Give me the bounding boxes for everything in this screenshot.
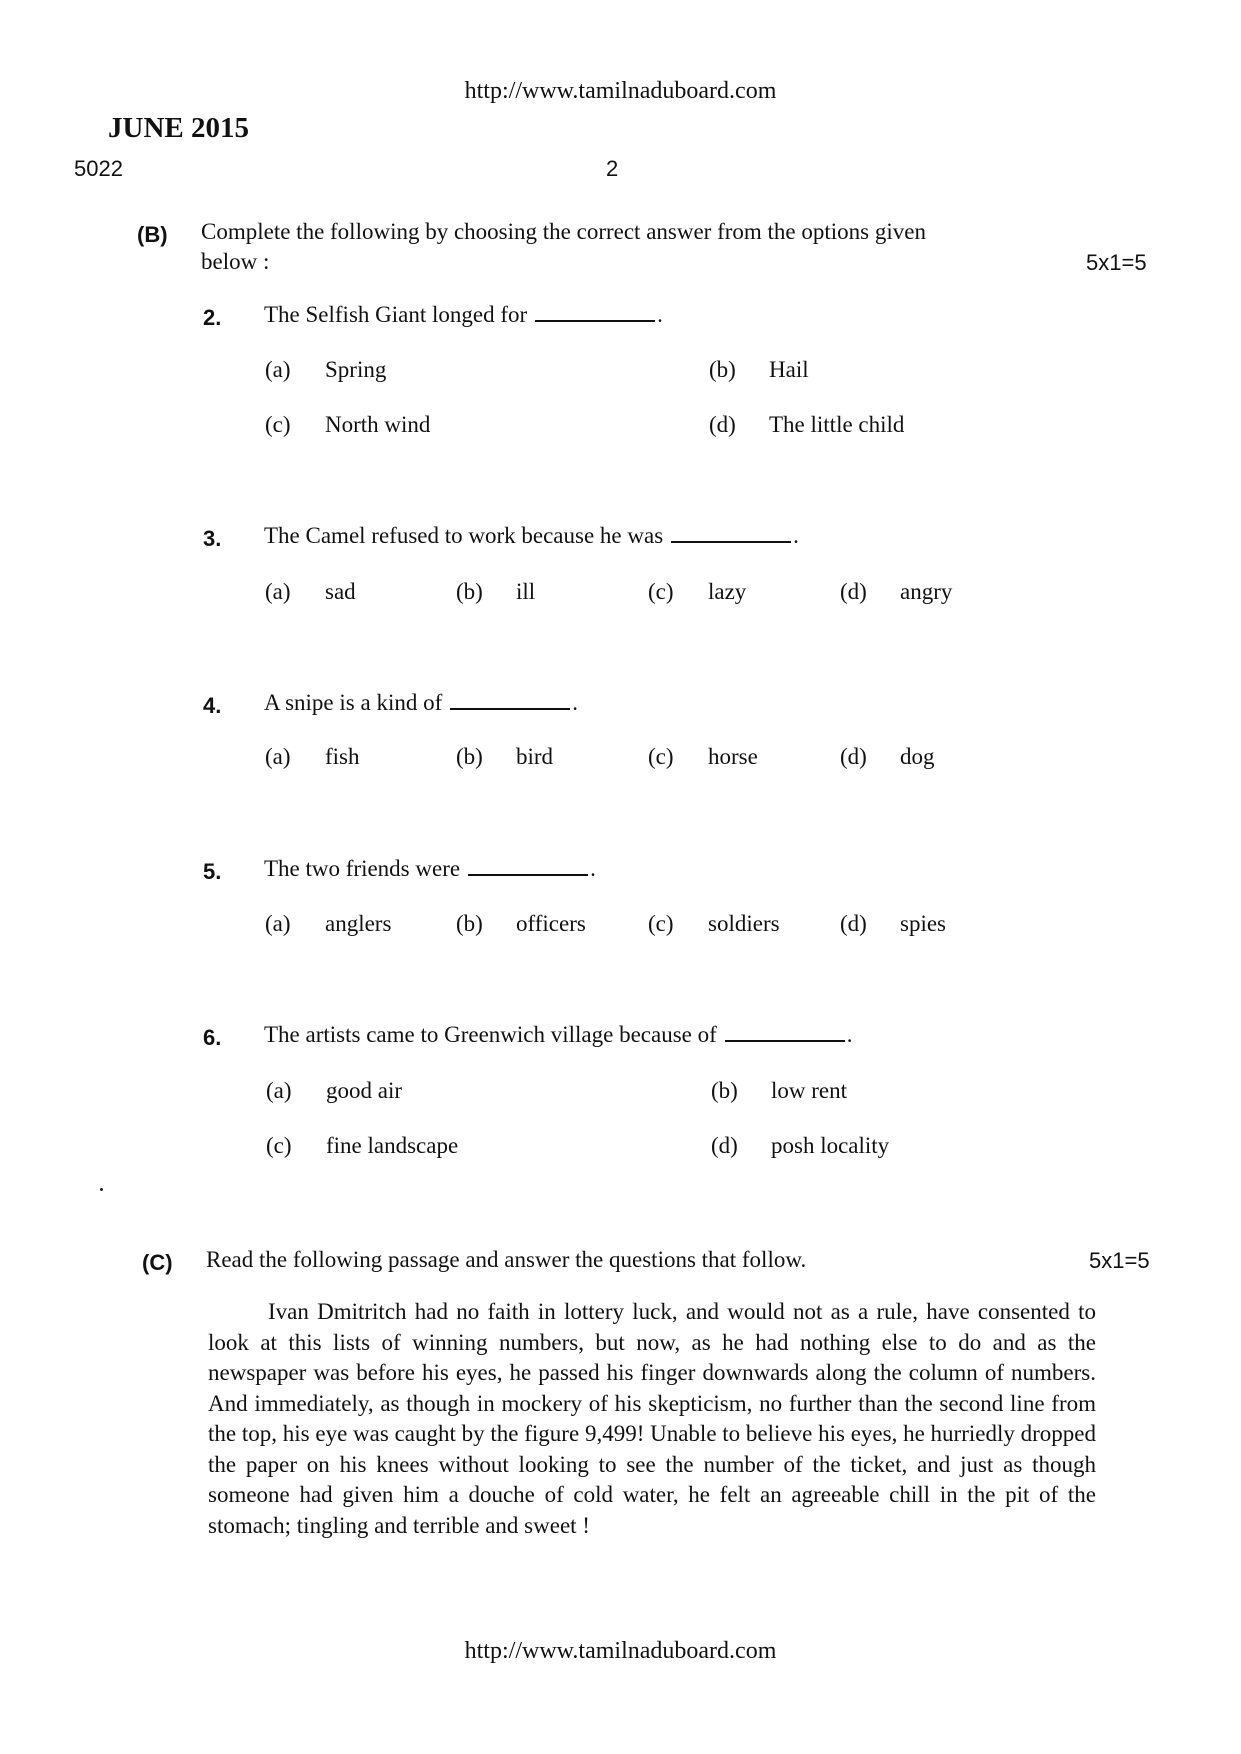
option-text: The little child — [769, 412, 905, 437]
answer-blank — [725, 1040, 845, 1042]
section-b-label: (B) — [137, 222, 168, 247]
option-letter: (c) — [648, 911, 674, 936]
option-b — [709, 357, 809, 383]
section-b-instruction-line2: below : — [201, 249, 270, 274]
question-text: The artists came to Greenwich village because of . — [264, 1022, 853, 1047]
option-text: officers — [516, 911, 586, 936]
question-text-span: The two friends were — [264, 856, 461, 881]
option-text: horse — [708, 744, 758, 769]
option-text: good air — [326, 1078, 403, 1103]
option-text: low rent — [771, 1078, 848, 1103]
question-number: 2. — [203, 305, 222, 330]
reading-passage: Ivan Dmitritch had no faith in lottery luck, and would not as a rule, have consented to look at this lists of winning numbers, but now, as he had nothing else to do and as the newspaper was before his eyes, he passed his finger downwards along the column of numbers. And immediately, as though in mockery of his skepticism, no further than the second line from the top, his eye was caught by the figure 9,499! Unable to believe his eyes, he hurriedly dropped the paper on his knees without looking to see the number of the ticket, and just as though someone had given him a douche of cold water, he felt an agreeable chill in the pit of the stomach; tingling and terrible and sweet ! — [208, 1299, 1096, 1538]
question-text: The Camel refused to work because he was . — [264, 523, 799, 548]
option-letter: (a) — [265, 579, 291, 604]
option-letter: (d) — [709, 412, 736, 437]
option-letter: (b) — [456, 911, 483, 936]
option-text: angry — [900, 579, 953, 604]
question-text: The two friends were . — [264, 856, 596, 881]
option-a — [266, 1078, 402, 1104]
option-letter: (c) — [648, 579, 674, 604]
option-letter: (a) — [265, 911, 291, 936]
option-a — [265, 744, 360, 770]
question-text-span: The Camel refused to work because he was — [264, 523, 664, 548]
option-d — [711, 1133, 889, 1159]
question-text-span: A snipe is a kind of — [264, 690, 443, 715]
option-text: sad — [325, 579, 356, 604]
option-text: North wind — [325, 412, 431, 437]
source-url-bottom: http://www.tamilnaduboard.com — [464, 1638, 777, 1664]
answer-blank — [450, 708, 570, 710]
option-d — [840, 911, 946, 937]
page-number: 2 — [606, 156, 619, 181]
option-text: lazy — [708, 579, 747, 604]
option-letter: (c) — [265, 412, 291, 437]
option-text: spies — [900, 911, 946, 936]
option-c — [265, 412, 430, 438]
option-text: fish — [325, 744, 360, 769]
option-b — [456, 911, 586, 937]
question-number: 6. — [203, 1025, 222, 1050]
paper-code: 5022 — [74, 156, 123, 181]
option-text: Spring — [325, 357, 387, 382]
section-b-instruction — [201, 217, 1101, 277]
question-text: A snipe is a kind of . — [264, 690, 578, 715]
option-letter: (b) — [456, 744, 483, 769]
question-text-span: The artists came to Greenwich village because of — [264, 1022, 717, 1047]
option-letter: (c) — [648, 744, 674, 769]
section-b-marks: 5x1=5 — [1086, 250, 1147, 275]
option-text: soldiers — [708, 911, 780, 936]
option-c — [648, 579, 746, 605]
option-c — [266, 1133, 458, 1159]
question-number: 3. — [203, 526, 222, 551]
answer-blank — [671, 541, 791, 543]
option-a — [265, 579, 356, 605]
answer-blank — [468, 874, 588, 876]
option-letter: (d) — [840, 744, 867, 769]
option-a — [265, 357, 386, 383]
question-text: The Selfish Giant longed for . — [264, 302, 663, 327]
option-a — [265, 911, 391, 937]
exam-session-title: JUNE 2015 — [108, 112, 249, 144]
answer-blank — [535, 320, 655, 322]
option-b — [456, 744, 553, 770]
option-text: bird — [516, 744, 554, 769]
option-letter: (d) — [711, 1133, 738, 1158]
option-letter: (b) — [456, 579, 483, 604]
question-number: 5. — [203, 859, 222, 884]
option-c — [648, 911, 780, 937]
option-text: dog — [900, 744, 935, 769]
option-letter: (a) — [265, 744, 291, 769]
option-text: fine landscape — [326, 1133, 459, 1158]
option-text: ill — [516, 579, 536, 604]
option-letter: (c) — [266, 1133, 292, 1158]
section-c-label: (C) — [142, 1250, 173, 1275]
option-letter: (b) — [711, 1078, 738, 1103]
option-letter: (b) — [709, 357, 736, 382]
scan-dot — [100, 1188, 103, 1191]
option-letter: (d) — [840, 579, 867, 604]
option-text: Hail — [769, 357, 809, 382]
option-letter: (a) — [266, 1078, 292, 1103]
option-d — [709, 412, 904, 438]
option-letter: (a) — [265, 357, 291, 382]
section-c-instruction: Read the following passage and answer the questions that follow. — [206, 1247, 807, 1272]
section-c-marks: 5x1=5 — [1089, 1248, 1150, 1273]
source-url-top: http://www.tamilnaduboard.com — [464, 78, 777, 104]
option-letter: (d) — [840, 911, 867, 936]
question-number: 4. — [203, 693, 222, 718]
section-b-instruction-line1: Complete the following by choosing the correct answer from the options given — [201, 219, 926, 244]
option-d — [840, 579, 952, 605]
option-b — [711, 1078, 847, 1104]
option-text: anglers — [325, 911, 392, 936]
question-text-span: The Selfish Giant longed for — [264, 302, 528, 327]
option-text: posh locality — [771, 1133, 890, 1158]
option-d — [840, 744, 935, 770]
option-b — [456, 579, 535, 605]
option-c — [648, 744, 758, 770]
